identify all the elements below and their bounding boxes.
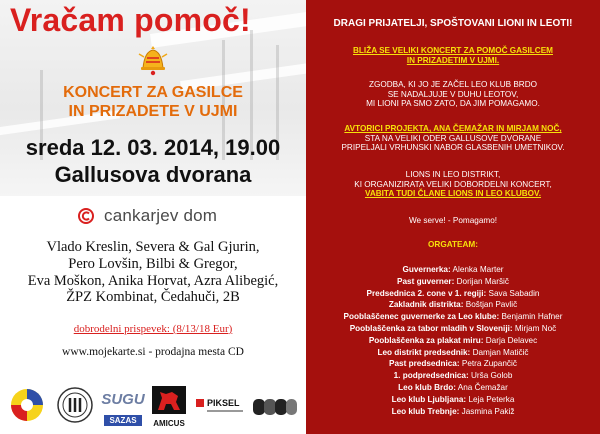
orgteam-role: Leo distrikt predsednik: [377,347,471,357]
orgteam-row [306,323,600,335]
orgteam-row [306,264,600,276]
piksel-logo [196,398,246,420]
orgteam-name: Alenka Marter [452,265,504,274]
partner-bubbles-icon [252,396,298,418]
orgteam-name: Mirjam Noč [514,323,557,333]
orgteam-row [306,347,600,359]
panel-heading: DRAGI PRIJATELJI, SPOŠTOVANI LIONI IN LEOTI! [333,18,573,29]
orgteam-role: Past guverner: [397,276,455,286]
highlight-line: BLIŽA SE VELIKI KONCERT ZA POMOČ GASILCEM [353,46,553,55]
orgteam-role: Pooblaščenec guvernerke za Leo klube: [343,312,500,322]
orgteam-list [306,264,600,417]
orgteam-name: Urša Golob [470,371,513,381]
orgteam-name: Petra Zupančič [461,359,517,369]
orgteam-row [306,311,600,323]
sugu-wordmark-icon [101,388,145,410]
orgteam-name: Boštjan Pavlič [465,300,518,310]
artist-line: Eva Moškon, Anika Horvat, Azra Alibegić, [27,272,279,289]
orgteam-row [306,358,600,370]
piksel-square-icon [196,399,204,407]
highlight-line: VABITA TUDI ČLANE LIONS IN LEO KLUBOV. [364,189,542,199]
orgteam-row [306,288,600,300]
ticket-info: www.mojekarte.si - prodajna mesta CD [62,346,244,358]
text-line: LIONS IN LEO DISTRIKT, [405,170,501,179]
motto: We serve! - Pomagamo! [408,216,498,225]
cankarjev-dom-label: cankarjev dom [104,206,218,225]
orgteam-role: Leo klub Ljubljana: [391,394,467,404]
orgteam-role: Past predsednica: [389,359,460,369]
artist-list [0,239,306,306]
orgteam-name: Jasmina Pakiž [461,406,515,416]
orgteam-role: Leo klub Brdo: [398,382,456,392]
text-line: STA NA VELIKI ODER GALLUSOVE DVORANE [364,133,542,143]
club-seal-icon [56,386,94,424]
orgteam-role: Pooblaščenka za plakat miru: [368,335,484,345]
paragraph-concert-approaching [306,46,600,65]
sazas-logo [101,388,145,425]
sazas-label: SAZAS [104,415,142,426]
text-line: KI ORGANIZIRATA VELIKI DOBORDELNI KONCERT, [354,179,552,189]
paragraph-authors [306,124,600,153]
orgteam-row [306,382,600,394]
orgteam-row [306,370,600,382]
orgteam-name: Ana Čemažar [457,382,508,392]
bell-icon [138,44,168,76]
text-line: MI LIONI PA SMO ZATO, DA JIM POMAGAMO. [366,99,540,109]
orgteam-role: Guvernerka: [402,265,451,274]
artist-line: Vlado Kreslin, Severa & Gal Gjurin, [46,239,260,255]
text-line: PRIPELJALI VRHUNSKI NABOR GLASBENIH UMETNIKOV. [341,143,565,153]
charity-contribution: dobrodelni prispevek: (8/13/18 Eur) [73,323,233,335]
paragraph-invitation [306,170,600,199]
poster-subtitle-line1: KONCERT ZA GASILCE [63,84,243,101]
orgteam-name: Dorijan Maršič [456,276,509,286]
concert-venue: Gallusova dvorana [54,162,252,187]
highlight-line: AVTORICI PROJEKTA, ANA ČEMAŽAR IN MIRJAM NOČ, [344,124,562,133]
orgteam-row [306,276,600,288]
artist-line: Pero Lovšin, Bilbi & Gregor, [68,255,238,272]
poster-title: Vračam pomoč! [10,2,251,38]
orgteam-name: Darja Delavec [485,335,538,345]
amicus-label: AMICUS [153,419,185,428]
text-line: SE NADALJUJE V DUHU LEOTOV, [387,89,519,99]
orgteam-row [306,299,600,311]
piksel-row [196,398,246,408]
piksel-underline [207,410,243,412]
orgteam-name: Benjamin Hafner [501,312,563,322]
svg-text:SUGU: SUGU [101,391,145,408]
orgteam-role: 1. podpredsednica: [393,371,469,381]
orgteam-role: Zakladnik distrikta: [388,300,464,310]
text-line: ZGODBA, KI JO JE ZAČEL LEO KLUB BRDO [368,80,538,89]
orgteam-role: Predsednica 2. cone v 1. regiji: [366,288,487,298]
lions-message-panel [306,0,600,434]
orgteam-row [306,335,600,347]
orgteam-name: Leja Peterka [468,394,515,404]
cankarjev-dom-logo [78,205,217,227]
orgteam-role: Leo klub Trebnje: [391,406,460,416]
piksel-label: PIKSEL [207,398,240,408]
concert-date: sreda 12. 03. 2014, 19.00 [25,135,281,160]
orgteam-row [306,394,600,406]
amicus-logo [152,386,186,428]
orgteam-name: Damjan Matičič [472,347,529,357]
paragraph-story [306,80,600,109]
lions-emblem-icon [10,388,44,422]
artist-line: ŽPZ Kombinat, Čedahuči, 2B [66,289,240,306]
sponsor-logos [0,384,306,430]
orgteam-row [306,406,600,418]
orgteam-name: Sava Sabadin [488,288,540,298]
poster-subtitle-line2: IN PRIZADETE V UJMI [68,103,238,120]
orgteam-title: ORGATEAM: [428,240,478,249]
orgteam-role: Pooblaščenka za tabor mladih v Sloveniji: [349,323,513,333]
horse-icon [152,386,186,414]
cankarjev-dom-icon [78,208,94,224]
highlight-line: IN PRIZADETIM V UJMI. [406,55,500,65]
